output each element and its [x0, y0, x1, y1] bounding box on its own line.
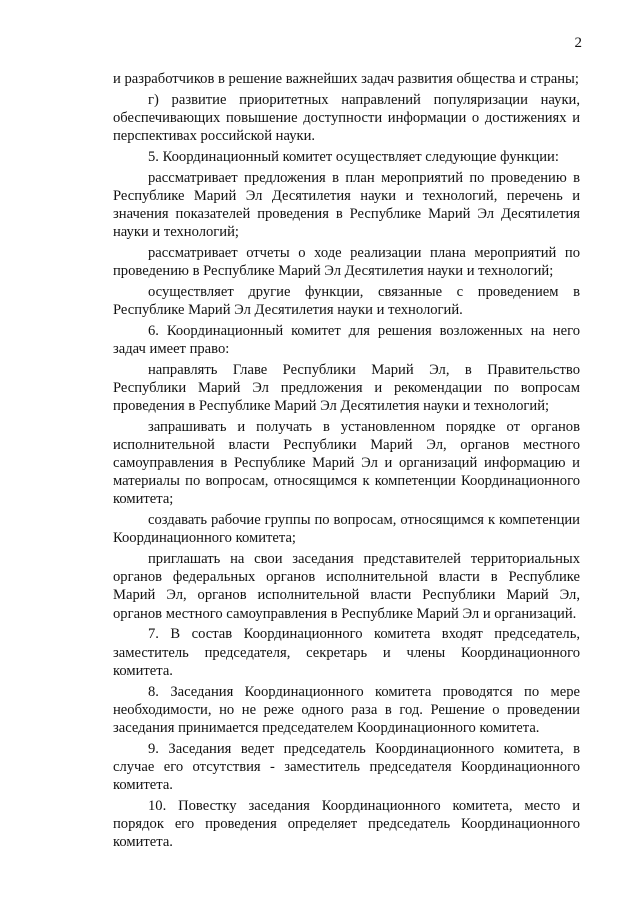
paragraph: запрашивать и получать в установленном порядке от органов исполнительной власти Республики Марий Эл, органов местного самоуправления в Республике Марий Эл и организаций информацию и материалы по вопросам, относящимся к компетенции Координационного комитета;: [113, 418, 580, 508]
paragraph: 5. Координационный комитет осуществляет следующие функции:: [148, 148, 559, 165]
paragraph: рассматривает предложения в план мероприятий по проведению в Республике Марий Эл Десятилетия науки и технологий, перечень и значения показателей проведения в Республике Марий Эл Десятилетия науки и технологий;: [113, 169, 580, 241]
paragraph: 8. Заседания Координационного комитета проводятся по мере необходимости, но не реже одного раза в год. Решение о проведении заседания принимается председателем Координационного комитета.: [113, 683, 580, 736]
document-body: [113, 70, 580, 854]
paragraph: 6. Координационный комитет для решения возложенных на него задач имеет право:: [113, 322, 580, 357]
paragraph: и разработчиков в решение важнейших задач развития общества и страны;: [113, 71, 579, 87]
paragraph: 10. Повестку заседания Координационного комитета, место и порядок его проведения определяет председатель Координационного комитета.: [113, 797, 580, 851]
paragraph: 9. Заседания ведет председатель Координационного комитета, в случае его отсутствия - заместитель председателя Координационного комитета.: [113, 740, 580, 794]
paragraph: г) развитие приоритетных направлений популяризации науки, обеспечивающих повышение доступности информации о достижениях и перспективах российской науки.: [113, 91, 580, 145]
paragraph: приглашать на свои заседания представителей территориальных органов федеральных органов исполнительной власти в Республике Марий Эл, органов исполнительной власти Республики Марий Эл, органов местного самоуправления в Республике Марий Эл и организаций.: [113, 551, 580, 622]
page-number: 2: [574, 35, 582, 51]
paragraph: направлять Главе Республики Марий Эл, в Правительство Республики Марий Эл предложения и рекомендации по вопросам проведения в Республике Марий Эл Десятилетия науки и технологий;: [113, 361, 580, 414]
paragraph: создавать рабочие группы по вопросам, относящимся к компетенции Координационного комитета;: [113, 512, 580, 547]
paragraph: осуществляет другие функции, связанные с проведением в Республике Марий Эл Десятилетия науки и технологий.: [113, 283, 580, 318]
paragraph: рассматривает отчеты о ходе реализации плана мероприятий по проведению в Республике Марий Эл Десятилетия науки и технологий;: [113, 244, 580, 280]
paragraph: 7. В состав Координационного комитета входят председатель, заместитель председателя, секретарь и члены Координационного комитета.: [113, 626, 580, 679]
